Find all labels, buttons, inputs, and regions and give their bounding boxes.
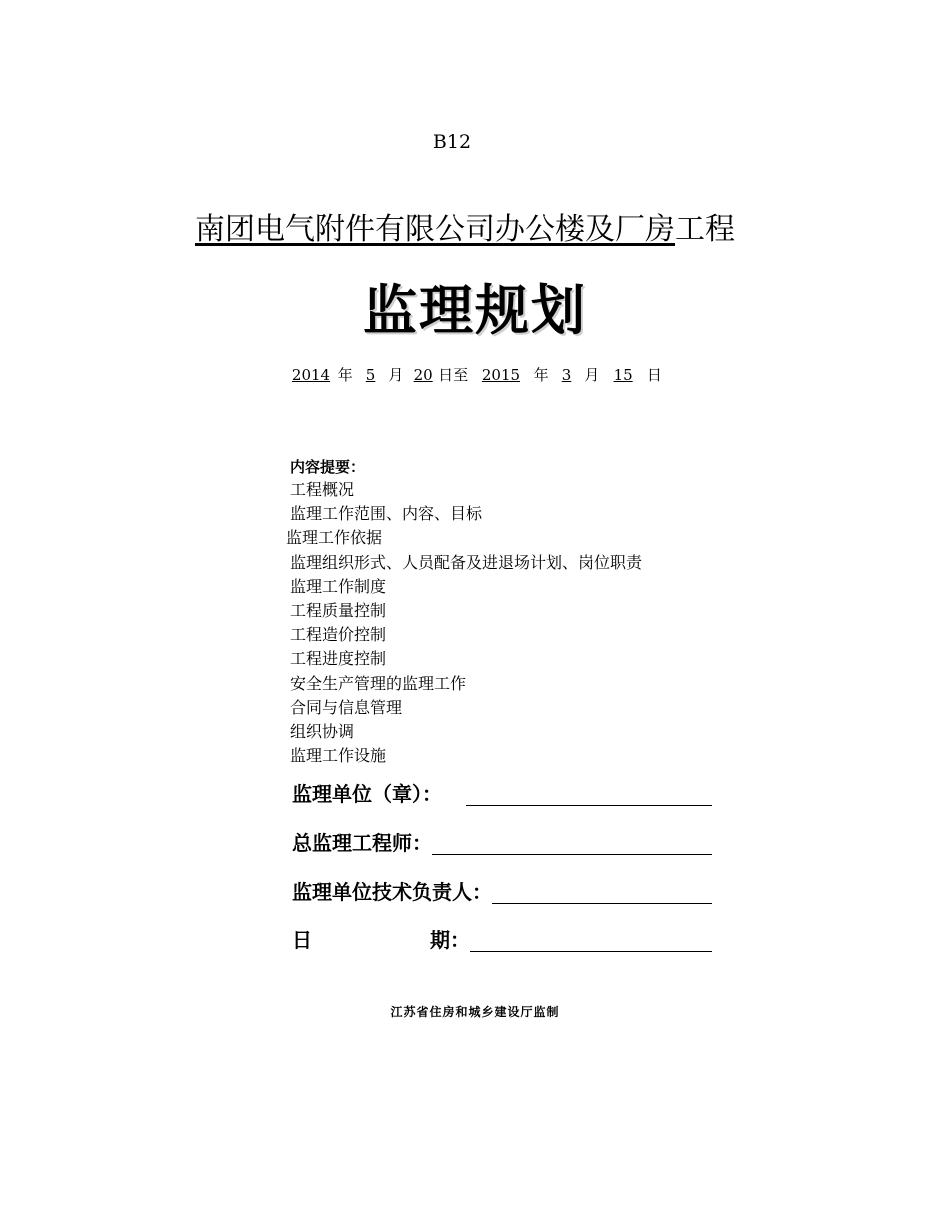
summary-item: 工程造价控制 (290, 625, 387, 645)
summary-item: 工程概况 (290, 480, 355, 499)
content-summary (286, 456, 643, 768)
year-char-2: 年 (533, 366, 549, 384)
chief-engineer-label: 总监理工程师： (292, 831, 432, 855)
main-title: 监理规划 (363, 279, 587, 342)
start-day: 20 (413, 366, 433, 384)
start-month: 5 (365, 366, 376, 384)
date-label-left: 日 (292, 928, 312, 952)
summary-item: 监理工作范围、内容、目标 (290, 504, 483, 524)
summary-item: 安全生产管理的监理工作 (290, 673, 467, 693)
end-day: 15 (613, 366, 633, 384)
summary-item: 工程进度控制 (290, 649, 387, 669)
unit-seal-label: 监理单位（章）： (292, 782, 442, 806)
document-code: B12 (432, 131, 472, 153)
day-char: 日 (646, 366, 662, 384)
end-month: 3 (561, 366, 572, 384)
issuer-footer: 江苏省住房和城乡建设厅监制 (390, 1005, 560, 1019)
summary-item: 组织协调 (290, 721, 355, 741)
signature-row-tech (292, 876, 712, 906)
month-char-2: 月 (584, 366, 600, 384)
unit-seal-line[interactable] (466, 783, 712, 806)
summary-item: 工程质量控制 (290, 600, 387, 620)
summary-item: 监理工作设施 (290, 746, 387, 766)
date-label (292, 926, 470, 954)
period-line (289, 364, 662, 386)
year-char-1: 年 (337, 366, 353, 384)
summary-list (286, 478, 643, 768)
end-year: 2015 (481, 366, 521, 384)
project-title (195, 210, 775, 250)
signature-row-unit (292, 778, 712, 808)
date-line[interactable] (470, 929, 712, 952)
summary-item: 监理工作依据 (286, 528, 383, 548)
signature-row-date (292, 924, 712, 954)
summary-item: 监理组织形式、人员配备及进退场计划、岗位职责 (290, 552, 643, 572)
to-text: 日至 (438, 366, 469, 384)
project-name: 南团电气附件有限公司办公楼及厂房 (195, 212, 675, 247)
project-title-suffix: 工程 (675, 212, 735, 247)
tech-lead-line[interactable] (492, 881, 712, 904)
date-label-right: 期： (430, 928, 470, 952)
start-year: 2014 (291, 366, 331, 384)
month-char-1: 月 (388, 366, 404, 384)
summary-title: 内容提要： (290, 458, 366, 476)
summary-item: 合同与信息管理 (290, 697, 403, 717)
tech-lead-label: 监理单位技术负责人： (292, 880, 492, 904)
summary-item: 监理工作制度 (290, 576, 387, 596)
chief-engineer-line[interactable] (432, 832, 712, 855)
signature-row-chief (292, 827, 712, 857)
